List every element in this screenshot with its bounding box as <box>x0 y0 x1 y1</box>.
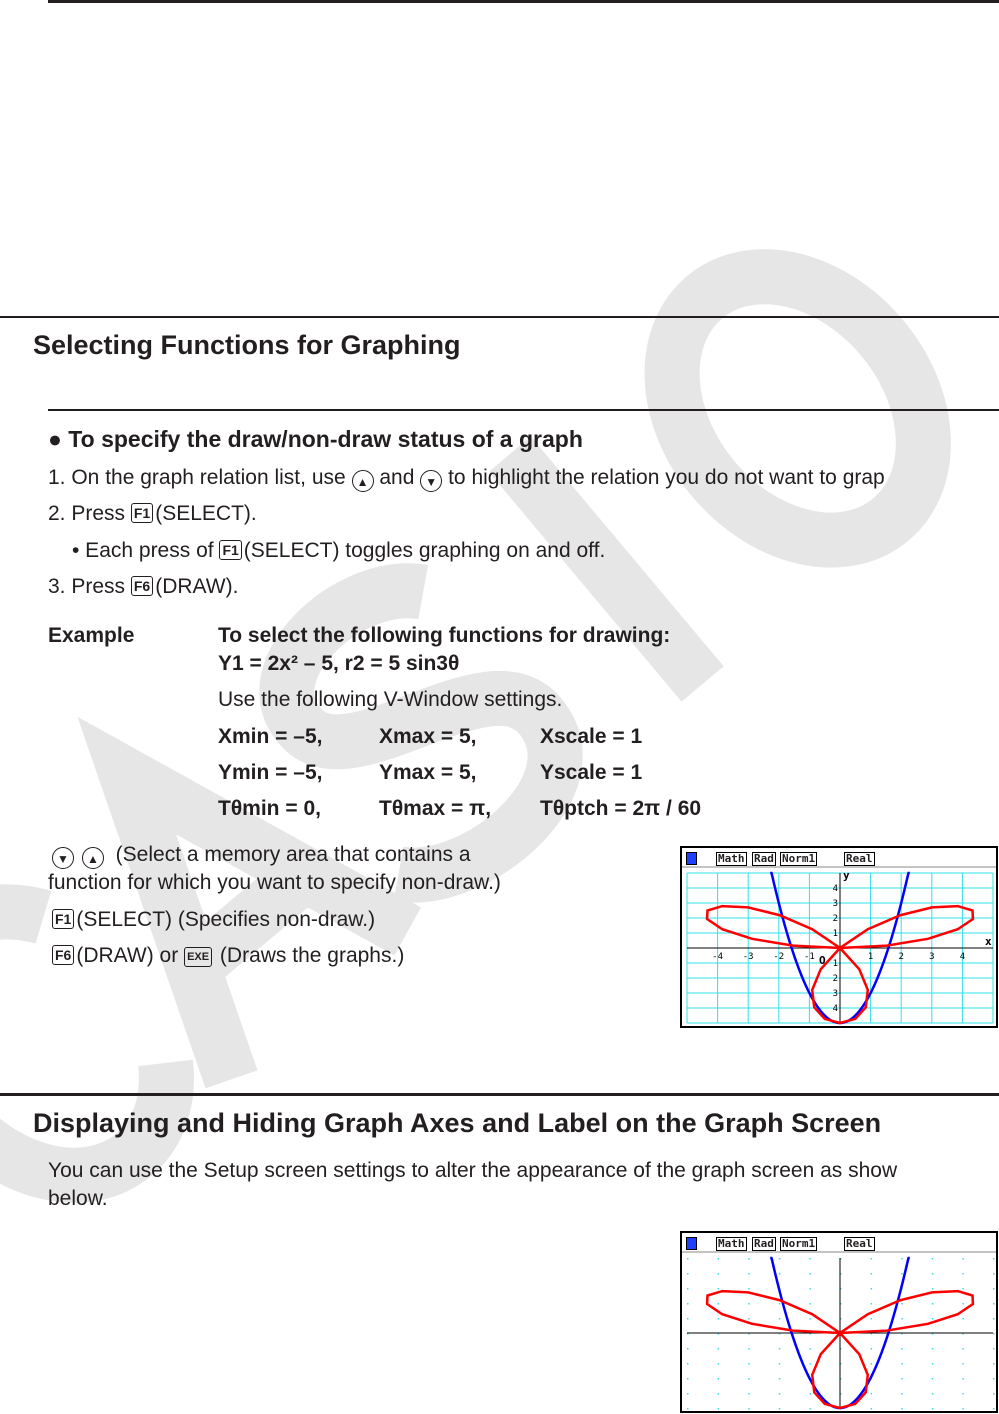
grid-dot <box>962 1303 964 1305</box>
y-tick-label: 3 <box>832 899 838 909</box>
grid-dot <box>962 1258 964 1260</box>
grid-dot <box>962 1318 964 1320</box>
grid-dot <box>901 1363 903 1365</box>
section-rule <box>0 316 999 318</box>
grid-dot <box>748 1288 750 1290</box>
grid-dot <box>871 1363 873 1365</box>
f1-key-icon: F1 <box>52 909 74 929</box>
x-tick-label: 4 <box>959 952 966 962</box>
x-tick-label: 2 <box>898 952 904 962</box>
grid-dot <box>932 1258 934 1260</box>
grid-dot <box>871 1273 873 1275</box>
section-body: below. <box>48 1187 108 1210</box>
status-indicator: Rad <box>754 1237 774 1250</box>
grid-dot <box>748 1303 750 1305</box>
grid-dot <box>687 1378 689 1380</box>
grid-dot <box>962 1378 964 1380</box>
step-1: 1. On the graph relation list, use ▲ and ▼ to highlight the relation you do not want to grap <box>48 466 885 492</box>
setting: Xmin = –5, <box>218 725 323 748</box>
grid-dot <box>932 1348 934 1350</box>
y-tick-label: 2 <box>832 914 838 924</box>
status-indicator: Math <box>718 1237 745 1250</box>
grid-dot <box>993 1378 995 1380</box>
grid-dot <box>779 1273 781 1275</box>
grid-dot <box>718 1393 720 1395</box>
x-tick-label: 3 <box>929 952 935 962</box>
step-2: 2. Press F1 (SELECT). <box>48 502 257 525</box>
procedure-rule <box>48 409 999 411</box>
grid-dot <box>687 1318 689 1320</box>
setting: Yscale = 1 <box>540 761 643 784</box>
section-body: You can use the Setup screen settings to alter the appearance of the graph screen as show <box>48 1159 898 1182</box>
grid-dot <box>718 1273 720 1275</box>
down-arrow-key-icon: ▼ <box>420 470 442 492</box>
grid-dot <box>993 1318 995 1320</box>
grid-dot <box>871 1288 873 1290</box>
grid-dot <box>687 1303 689 1305</box>
grid-dot <box>871 1408 873 1410</box>
grid-dot <box>687 1408 689 1410</box>
grid-dot <box>932 1288 934 1290</box>
y-tick-label: 4 <box>832 1004 838 1014</box>
y-tick-label: 2 <box>832 974 838 984</box>
section-title: Selecting Functions for Graphing <box>33 330 461 360</box>
status-indicator: Real <box>846 1237 873 1250</box>
status-indicator: Norm1 <box>782 852 816 865</box>
grid-dot <box>932 1318 934 1320</box>
grid-dot <box>901 1258 903 1260</box>
grid-dot <box>871 1303 873 1305</box>
grid-dot <box>901 1318 903 1320</box>
grid-dot <box>718 1363 720 1365</box>
grid-dot <box>901 1273 903 1275</box>
top-rule <box>48 0 999 3</box>
step-3: 3. Press F6 (DRAW). <box>48 575 239 598</box>
grid-dot <box>932 1273 934 1275</box>
grid-dot <box>748 1258 750 1260</box>
grid-dot <box>932 1303 934 1305</box>
setting: Xscale = 1 <box>540 725 643 748</box>
grid-dot <box>779 1318 781 1320</box>
grid-dot <box>871 1393 873 1395</box>
grid-dot <box>993 1363 995 1365</box>
grid-dot <box>779 1408 781 1410</box>
grid-dot <box>718 1348 720 1350</box>
grid-dot <box>687 1348 689 1350</box>
grid-dot <box>718 1318 720 1320</box>
grid-dot <box>748 1378 750 1380</box>
grid-dot <box>718 1378 720 1380</box>
grid-dot <box>809 1408 811 1410</box>
grid-dot <box>809 1273 811 1275</box>
grid-dot <box>962 1363 964 1365</box>
grid-dot <box>718 1303 720 1305</box>
grid-dot <box>809 1258 811 1260</box>
example-title: To select the following functions for drawing: <box>218 624 671 647</box>
grid-dot <box>779 1258 781 1260</box>
calculator-screen-grid <box>680 846 998 1028</box>
grid-dot <box>993 1348 995 1350</box>
grid-dot <box>871 1258 873 1260</box>
y-tick-label: 1 <box>832 929 838 939</box>
origin-label: O <box>819 954 826 967</box>
grid-dot <box>901 1408 903 1410</box>
y-tick-label: 1 <box>832 959 838 969</box>
grid-dot <box>962 1288 964 1290</box>
f1-key-icon: F1 <box>131 503 153 523</box>
grid-dot <box>748 1273 750 1275</box>
x-axis-label: x <box>985 935 992 948</box>
grid-dot <box>962 1348 964 1350</box>
y-tick-label: 4 <box>832 884 838 894</box>
y-axis-label: y <box>843 869 850 882</box>
setting: Tθptch = 2π / 60 <box>540 797 702 820</box>
grid-dot <box>748 1363 750 1365</box>
vwindow-intro: Use the following V-Window settings. <box>218 688 563 711</box>
grid-dot <box>809 1348 811 1350</box>
grid-dot <box>748 1393 750 1395</box>
grid-dot <box>993 1393 995 1395</box>
grid-dot <box>718 1408 720 1410</box>
f6-key-icon: F6 <box>52 945 74 965</box>
x-tick-label: -3 <box>742 952 754 962</box>
grid-dot <box>809 1288 811 1290</box>
y-tick-label: 3 <box>832 989 838 999</box>
grid-dot <box>932 1363 934 1365</box>
grid-dot <box>993 1303 995 1305</box>
example-label: Example <box>48 624 135 647</box>
grid-dot <box>932 1393 934 1395</box>
setting: Tθmin = 0, <box>218 797 321 820</box>
grid-dot <box>901 1303 903 1305</box>
exe-key-icon: EXE <box>184 947 212 967</box>
grid-dot <box>901 1348 903 1350</box>
grid-dot <box>993 1333 995 1335</box>
grid-dot <box>993 1288 995 1290</box>
x-tick-label: -2 <box>773 952 785 962</box>
grid-dot <box>962 1393 964 1395</box>
up-arrow-key-icon: ▲ <box>352 470 374 492</box>
status-indicator: Rad <box>754 852 774 865</box>
x-tick-label: -1 <box>803 952 815 962</box>
grid-dot <box>687 1288 689 1290</box>
grid-dot <box>748 1408 750 1410</box>
grid-dot <box>687 1363 689 1365</box>
grid-dot <box>993 1408 995 1410</box>
grid-dot <box>809 1363 811 1365</box>
grid-dot <box>687 1258 689 1260</box>
setting: Xmax = 5, <box>379 725 477 748</box>
grid-dot <box>932 1408 934 1410</box>
f6-key-icon: F6 <box>131 576 153 596</box>
grid-dot <box>779 1393 781 1395</box>
op-1b: function for which you want to specify non-draw.) <box>48 871 501 894</box>
grid-dot <box>962 1408 964 1410</box>
grid-dot <box>901 1378 903 1380</box>
example-functions: Y1 = 2x² – 5, r2 = 5 sin3θ <box>218 652 460 675</box>
grid-dot <box>901 1393 903 1395</box>
grid-dot <box>687 1393 689 1395</box>
grid-dot <box>993 1258 995 1260</box>
grid-dot <box>748 1348 750 1350</box>
grid-dot <box>718 1288 720 1290</box>
x-tick-label: -4 <box>712 952 724 962</box>
status-indicator: Real <box>846 852 873 865</box>
grid-dot <box>962 1273 964 1275</box>
calculator-screen-dots <box>680 1231 998 1413</box>
grid-dot <box>871 1318 873 1320</box>
status-indicator: Math <box>718 852 745 865</box>
setting: Tθmax = π, <box>379 797 492 820</box>
grid-dot <box>779 1378 781 1380</box>
up-arrow-key-icon: ▲ <box>82 847 104 869</box>
op-2: F1 (SELECT) (Specifies non-draw.) <box>52 908 375 932</box>
down-arrow-key-icon: ▼ <box>52 847 74 869</box>
grid-dot <box>779 1303 781 1305</box>
grid-dot <box>871 1348 873 1350</box>
x-tick-label: 1 <box>867 952 874 962</box>
procedure-title: ● To specify the draw/non-draw status of a graph <box>48 426 583 452</box>
grid-dot <box>809 1393 811 1395</box>
op-3: F6 (DRAW) or EXE (Draws the graphs.) <box>52 944 404 968</box>
grid-dot <box>718 1258 720 1260</box>
f1-key-icon: F1 <box>219 540 241 560</box>
grid-dot <box>779 1363 781 1365</box>
step-2-note: • Each press of F1 (SELECT) toggles graphing on and off. <box>72 539 606 562</box>
op-1: ▼ ▲ (Select a memory area that contains a <box>52 843 471 869</box>
setting: Ymin = –5, <box>218 761 323 784</box>
grid-dot <box>748 1318 750 1320</box>
grid-dot <box>687 1273 689 1275</box>
section-rule <box>0 1093 999 1096</box>
grid-dot <box>993 1273 995 1275</box>
section-title: Displaying and Hiding Graph Axes and Label on the Graph Screen <box>33 1108 882 1138</box>
grid-dot <box>932 1378 934 1380</box>
grid-dot <box>779 1348 781 1350</box>
grid-dot <box>809 1318 811 1320</box>
grid-dot <box>809 1303 811 1305</box>
status-indicator: Norm1 <box>782 1237 816 1250</box>
setting: Ymax = 5, <box>379 761 477 784</box>
